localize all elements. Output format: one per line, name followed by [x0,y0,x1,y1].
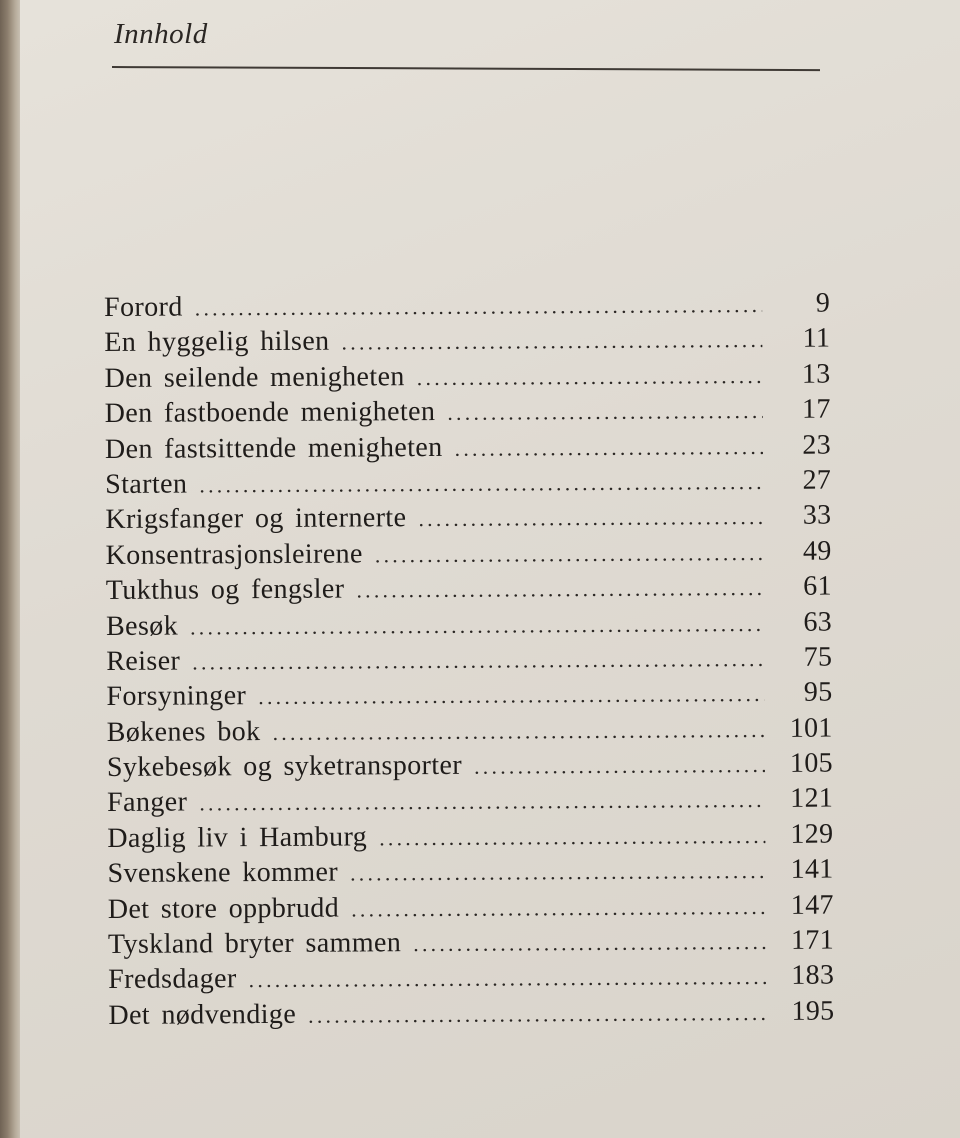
toc-entry [106,533,832,573]
toc-dot-leader [272,712,764,750]
toc-entry [105,463,831,503]
toc-entry-title: Daglig liv i Hamburg [107,821,368,854]
toc-entry-page-number: 183 [791,959,835,992]
toc-entry [104,321,830,361]
toc-entry [107,746,833,786]
toc-entry [105,498,831,538]
toc-dot-leader [454,429,763,466]
toc-entry-title: Tukthus og fengsler [105,573,345,607]
toc-entry-title: Besøk [105,610,179,642]
toc-entry-title: Den fastsittende menigheten [104,431,443,465]
toc-entry-page-number: 129 [790,818,834,850]
toc-entry-page-number: 95 [803,676,833,709]
toc-entry [108,958,834,998]
toc-dot-leader [350,853,766,891]
toc-entry-page-number: 195 [791,995,835,1027]
toc-entry-title: Tyskland bryter sammen [107,927,402,961]
toc-dot-leader [249,959,767,997]
toc-entry-title: Konsentrasjonsleirene [105,538,363,571]
toc-entry [106,604,832,644]
toc-entry [104,356,830,396]
toc-entry [106,675,832,715]
toc-entry-title: En hyggelig hilsen [104,326,330,359]
toc-entry-title: Forsyninger [106,680,247,713]
book-page [20,0,960,1138]
toc-dot-leader [195,287,763,325]
toc-entry [107,852,833,892]
toc-entry [107,816,833,856]
table-of-contents [104,286,835,1034]
toc-entry-page-number: 171 [790,924,835,956]
toc-dot-leader [308,995,767,1033]
toc-dot-leader [199,464,763,502]
toc-dot-leader [474,747,765,784]
toc-dot-leader [418,499,763,536]
toc-entry-title: Det nødvendige [108,998,297,1031]
toc-entry-title: Bøkenes bok [106,715,261,748]
toc-entry-page-number: 63 [803,606,833,638]
toc-entry-title: Den fastboende menigheten [104,396,436,430]
toc-entry-page-number: 9 [815,287,831,319]
toc-entry [108,923,834,963]
toc-entry-page-number: 11 [802,322,831,355]
toc-entry-title: Den seilende menigheten [104,360,405,394]
toc-dot-leader [190,605,764,644]
page-header-title: Innhold [114,18,208,50]
header-rule [112,66,820,71]
book-spine-edge [0,0,22,1138]
toc-entry [107,781,833,821]
toc-dot-leader [341,322,762,360]
toc-entry-title: Svenskene kommer [107,856,339,890]
toc-dot-leader [356,570,764,607]
toc-entry-page-number: 49 [802,535,832,567]
toc-dot-leader [375,535,764,572]
toc-dot-leader [199,782,765,820]
toc-entry-page-number: 75 [803,641,833,673]
toc-entry [108,887,834,927]
toc-dot-leader [417,358,763,395]
toc-entry [108,993,834,1033]
toc-entry-page-number: 17 [802,393,831,425]
toc-entry-title: Krigsfanger og internerte [105,502,407,536]
toc-entry-title: Fanger [107,786,188,819]
toc-entry [105,392,831,432]
toc-entry-page-number: 101 [789,712,833,744]
toc-entry-page-number: 27 [802,464,832,496]
toc-dot-leader [379,818,765,855]
toc-dot-leader [447,393,763,430]
toc-entry [107,710,833,750]
toc-entry-title: Forord [104,291,183,323]
toc-dot-leader [192,641,764,679]
toc-dot-leader [351,889,766,927]
toc-entry-page-number: 105 [789,747,833,779]
toc-entry-page-number: 23 [802,429,832,461]
toc-dot-leader [258,676,764,714]
toc-entry-page-number: 147 [790,889,834,921]
toc-entry-title: Starten [105,468,188,500]
toc-entry-page-number: 13 [801,358,831,390]
toc-entry-page-number: 33 [802,499,832,532]
toc-entry-title: Reiser [106,645,181,677]
toc-entry-title: Det store oppbrudd [107,892,340,925]
toc-entry [105,427,831,467]
toc-dot-leader [413,924,766,961]
toc-entry-title: Sykebesøk og syketransporter [106,749,463,784]
toc-entry [106,639,832,679]
toc-entry-title: Fredsdager [108,963,237,996]
toc-entry-page-number: 141 [790,853,834,886]
toc-entry [106,569,832,609]
toc-entry [104,286,830,326]
toc-entry-page-number: 121 [790,783,834,815]
toc-entry-page-number: 61 [803,570,832,602]
